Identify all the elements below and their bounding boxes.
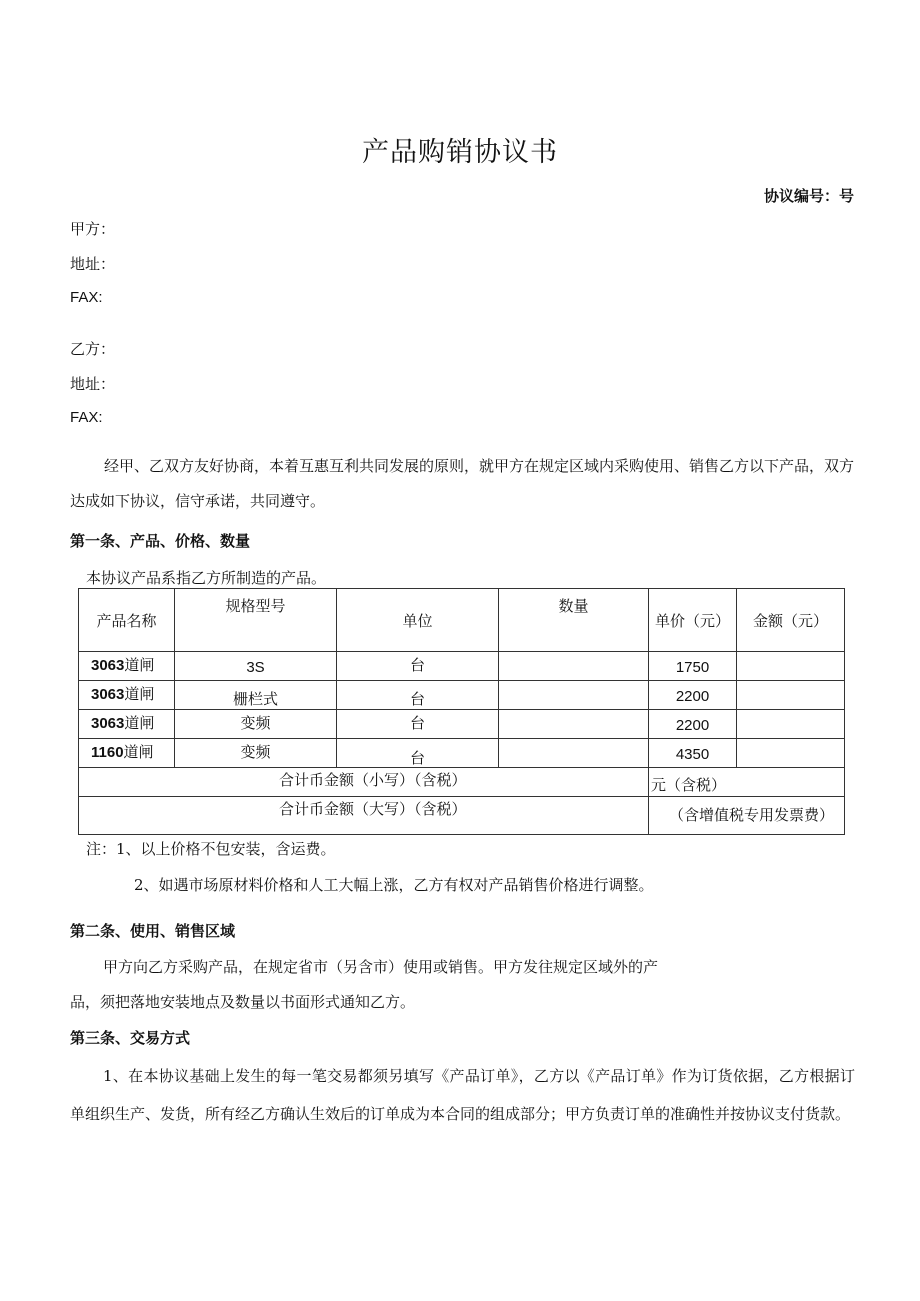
row-unit: 台	[409, 714, 425, 732]
row-unit-price: 2200	[675, 688, 710, 705]
note-1: 注：1、以上价格不包安装，含运费。	[86, 840, 336, 858]
party-a-label: 甲方：	[70, 220, 116, 238]
header-product-name: 产品名称	[96, 611, 157, 630]
row-product-text: 道闸	[124, 714, 155, 732]
table-header-row	[79, 589, 845, 652]
row-model: 变频	[240, 743, 271, 761]
header-model: 规格型号	[225, 597, 286, 615]
row-product-name	[91, 654, 174, 675]
row-product-number: 3063	[91, 715, 125, 732]
agreement-number: 协议编号：号	[763, 187, 854, 205]
header-unit-price: 单价（元）	[654, 611, 730, 630]
row-unit-price: 2200	[675, 717, 710, 734]
row-unit-price: 4350	[675, 746, 710, 763]
article1-lead: 本协议产品系指乙方所制造的产品。	[86, 569, 327, 587]
total-small-row	[79, 768, 845, 797]
total-big-value: （含增值税专用发票费）	[669, 806, 835, 824]
row-model: 3S	[246, 659, 265, 676]
document-title: 产品购销协议书	[362, 137, 558, 168]
row-model: 栅栏式	[232, 690, 278, 708]
article2-line2: 品，须把落地安装地点及数量以书面形式通知乙方。	[70, 993, 416, 1011]
product-table	[78, 588, 845, 835]
row-product-name	[91, 741, 174, 762]
article1-heading: 第一条、产品、价格、数量	[70, 532, 251, 550]
article3-paragraph: 1、在本协议基础上发生的每一笔交易都须另填写《产品订单》，乙方以《产品订单》作为订货依据，乙方根据订单组织生产、发货，所有经乙方确认生效后的订单成为本合同的组成部分；甲方负责订单的准确性并按协议支付货款。	[70, 1067, 855, 1123]
row-product-name	[91, 712, 174, 733]
party-b-fax-label: FAX:	[70, 409, 103, 426]
row-unit: 台	[409, 749, 425, 767]
party-b-address-label: 地址：	[70, 375, 116, 393]
row-product-number: 1160	[91, 744, 124, 761]
intro-paragraph: 经甲、乙双方友好协商，本着互惠互利共同发展的原则，就甲方在规定区域内采购使用、销售乙方以下产品，双方达成如下协议，信守承诺，共同遵守。	[70, 457, 855, 510]
row-product-text: 道闸	[123, 743, 154, 761]
total-big-label: 合计币金额（大写）（含税）	[279, 800, 467, 818]
table-row	[79, 710, 845, 739]
header-unit: 单位	[402, 611, 433, 630]
row-unit-price: 1750	[675, 659, 710, 676]
row-model: 变频	[240, 714, 271, 732]
total-small-label: 合计币金额（小写）（含税）	[279, 771, 467, 789]
header-quantity: 数量	[558, 597, 589, 615]
total-big-row	[79, 797, 845, 835]
party-a-fax-label: FAX:	[70, 289, 103, 306]
note-2: 2、如遇市场原材料价格和人工大幅上涨，乙方有权对产品销售价格进行调整。	[134, 876, 654, 894]
row-unit: 台	[409, 656, 425, 674]
article2-heading: 第二条、使用、销售区域	[70, 922, 236, 940]
row-unit: 台	[409, 690, 425, 708]
row-product-text: 道闸	[124, 685, 155, 703]
article3-heading: 第三条、交易方式	[70, 1029, 191, 1047]
row-product-number: 3063	[91, 686, 125, 703]
header-amount: 金额（元）	[752, 611, 828, 630]
row-product-name	[91, 683, 174, 704]
table-row	[79, 652, 845, 681]
total-small-value: 元（含税）	[651, 776, 727, 794]
row-product-text: 道闸	[124, 656, 155, 674]
table-row	[79, 739, 845, 768]
article2-line1: 甲方向乙方采购产品，在规定省市（另含市）使用或销售。甲方发往规定区域外的产	[103, 958, 659, 976]
party-a-address-label: 地址：	[70, 255, 116, 273]
table-row	[79, 681, 845, 710]
party-b-label: 乙方：	[70, 340, 116, 358]
row-product-number: 3063	[91, 657, 125, 674]
